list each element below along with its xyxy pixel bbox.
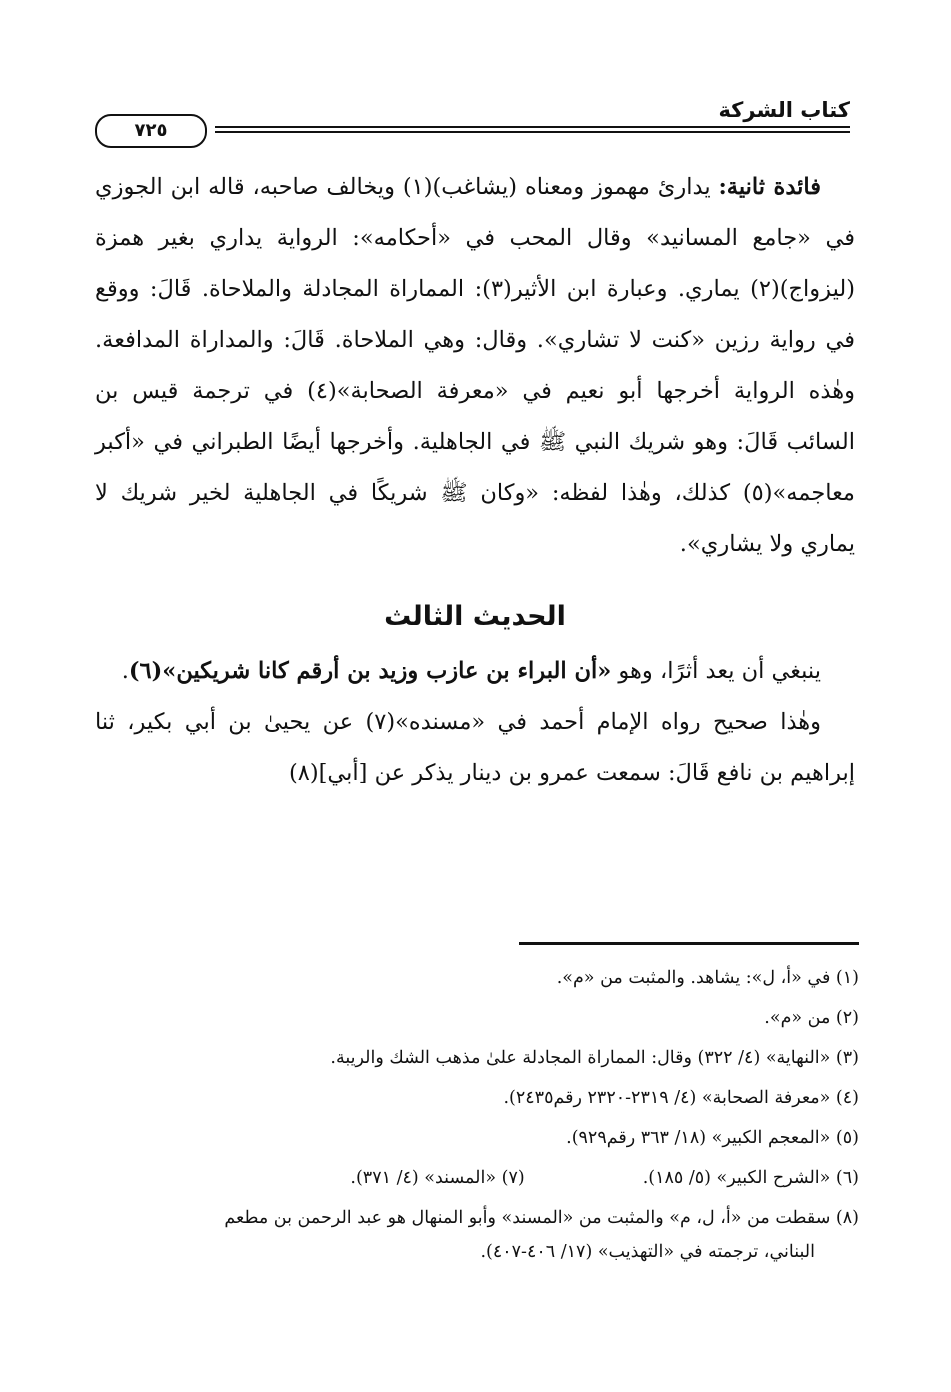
footnote-3: (٣) «النهاية» (٤/ ٣٢٢) وقال: المماراة المجادلة علىٰ مذهب الشك والريبة. (330, 1048, 859, 1068)
paragraph-hadith (95, 646, 855, 697)
paragraph-benefit (95, 162, 855, 570)
paragraph-isnad (95, 697, 855, 799)
hadith-intro: ينبغي أن يعد أثرًا، وهو (611, 658, 821, 684)
main-text (95, 162, 855, 799)
footnote-8-continued: البناني، ترجمته في «التهذيب» (١٧/ ٤٠٦-٤٠٧). (480, 1242, 815, 1262)
footnote-6: (٦) «الشرح الكبير» (٥/ ١٨٥). (642, 1168, 859, 1188)
hadith-end: . (121, 658, 129, 684)
footnote-separator (519, 942, 859, 945)
section-heading: الحديث الثالث (384, 601, 566, 632)
header-rule-top (215, 126, 850, 128)
hadith-quote: «أن البراء بن عازب وزيد بن أرقم كانا شريكين»(٦) (128, 658, 612, 684)
benefit-text: يدارئ مهموز ومعناه (يشاغب)(١) ويخالف صاحبه، قاله ابن الجوزي في «جامع المسانيد» وقال المحب في «أحكامه»: الرواية يداري بغير همزة (ليزواج)(٢) يماري. وعبارة ابن الأثير(٣): المماراة المجادلة والملاحاة. قَالَ: ووقع في رواية رزين «كنت لا تشاري». وقال: وهي الملاحاة. قَالَ: والمداراة المدافعة. وهٰذه الرواية أخرجها أبو نعيم في «معرفة الصحابة»(٤) في ترجمة قيس بن السائب قَالَ: وهو شريك النبي ﷺ في الجاهلية. وأخرجها أيضًا الطبراني في «أكبر معاجمه»(٥) كذلك، وهٰذا لفظه: «وكان ﷺ شريكًا في الجاهلية لخير شريك لا يماري ولا يشاري». (95, 174, 856, 557)
footnote-2: (٢) من «م». (764, 1008, 859, 1028)
footnotes (89, 958, 859, 1270)
isnad-text: وهٰذا صحيح رواه الإمام أحمد في «مسنده»(٧) عن يحيىٰ بن أبي بكير، ثنا إبراهيم بن نافع قَالَ: سمعت عمرو بن دينار يذكر عن [أبي](٨) (95, 709, 855, 786)
footnote-5: (٥) «المعجم الكبير» (١٨/ ٣٦٣ رقم٩٢٩). (566, 1128, 859, 1148)
book-title: كتاب الشركة (718, 98, 850, 122)
footnote-8: (٨) سقطت من «أ، ل، م» والمثبت من «المسند» وأبو المنهال هو عبد الرحمن بن مطعم (224, 1208, 859, 1228)
page-number: ٧٢٥ (95, 114, 207, 148)
footnote-1: (١) في «أ، ل»: يشاهد. والمثبت من «م». (556, 968, 859, 988)
page-header (95, 96, 850, 156)
footnote-7: (٧) «المسند» (٤/ ٣٧١). (350, 1168, 525, 1188)
footnote-4: (٤) «معرفة الصحابة» (٤/ ٢٣١٩-٢٣٢٠ رقم٢٤٣٥). (503, 1088, 859, 1108)
benefit-lead: فائدة ثانية: (718, 174, 822, 200)
header-rule-bottom (215, 131, 850, 133)
footnote-pair (89, 1158, 859, 1198)
